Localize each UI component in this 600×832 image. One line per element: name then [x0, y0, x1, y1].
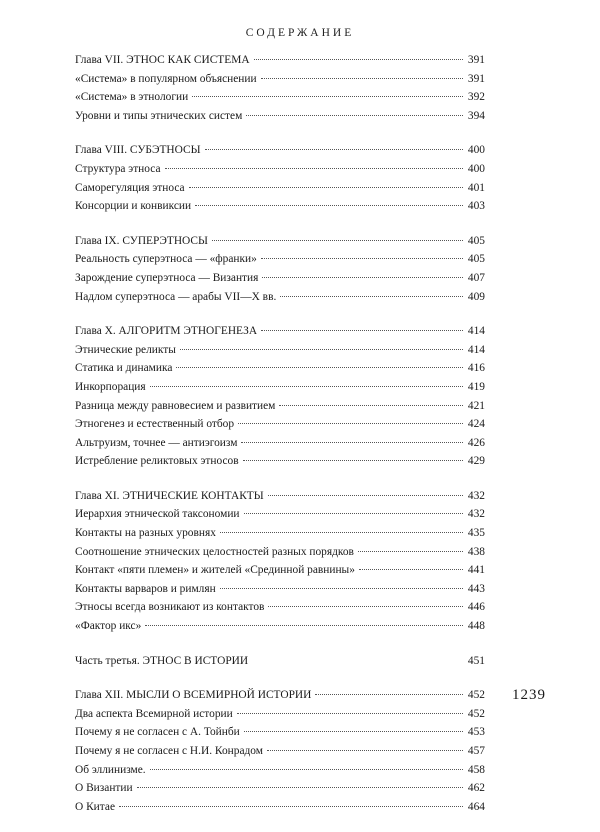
dot-leader [238, 423, 463, 424]
dot-leader [195, 205, 463, 206]
toc-entry-title: Зарождение суперэтноса — Византия [75, 271, 259, 284]
toc-page-number: 419 [467, 380, 485, 393]
dot-leader [358, 551, 463, 552]
toc-item-entry[interactable] [75, 598, 485, 617]
toc-item-entry[interactable] [75, 561, 485, 580]
toc-entry-title: Реальность суперэтноса — «франки» [75, 253, 257, 266]
toc-page-number: 446 [467, 601, 485, 614]
toc-item-entry[interactable] [75, 761, 485, 780]
toc-page-number: 401 [467, 181, 485, 194]
dot-leader [150, 769, 463, 770]
toc-page-number: 443 [467, 582, 485, 595]
toc-item-entry[interactable] [75, 742, 485, 761]
toc-item-entry[interactable] [75, 452, 485, 471]
dot-leader [267, 750, 463, 751]
toc-entry-title: «Фактор икс» [75, 620, 142, 633]
toc-entry-title: Инкорпорация [75, 380, 146, 393]
dot-leader [244, 513, 463, 514]
toc-entry-title: Глава VIII. СУБЭТНОСЫ [75, 144, 201, 157]
toc-chapter-entry[interactable] [75, 322, 485, 341]
toc-page-number: 426 [467, 436, 485, 449]
toc-page-number: 429 [467, 455, 485, 468]
toc-entry-title: Этносы всегда возникают из контактов [75, 601, 265, 614]
toc-entry-title: Этногенез и естественный отбор [75, 418, 235, 431]
toc-page-number: 409 [467, 290, 485, 303]
toc-item-entry[interactable] [75, 524, 485, 543]
toc-page-number: 414 [467, 343, 485, 356]
table-of-contents [75, 51, 485, 832]
toc-entry-title: Структура этноса [75, 162, 161, 175]
toc-entry-title: Надлом суперэтноса — арабы VII—X вв. [75, 290, 277, 303]
toc-item-entry[interactable] [75, 70, 485, 89]
toc-entry-title: О Византии [75, 782, 133, 795]
toc-item-entry[interactable] [75, 434, 485, 453]
toc-item-entry[interactable] [75, 288, 485, 307]
toc-section-chapter-11 [75, 487, 485, 636]
toc-entry-title: Консорции и конвиксии [75, 200, 192, 213]
toc-section-chapter-9 [75, 232, 485, 306]
dot-leader [220, 588, 463, 589]
toc-item-entry[interactable] [75, 179, 485, 198]
toc-entry-title: Этнические реликты [75, 343, 176, 356]
toc-page-number: 448 [467, 620, 485, 633]
toc-entry-title: Альтруизм, точнее — антиэгоизм [75, 436, 238, 449]
toc-item-entry[interactable] [75, 705, 485, 724]
toc-page-number: 403 [467, 200, 485, 213]
dot-leader [261, 258, 463, 259]
toc-item-entry[interactable] [75, 397, 485, 416]
toc-item-entry[interactable] [75, 779, 485, 798]
dot-leader [137, 787, 463, 788]
toc-page-number: 451 [467, 654, 485, 667]
toc-page-number: 414 [467, 325, 485, 338]
page-number-folio: 1239 [512, 687, 546, 703]
toc-chapter-entry[interactable] [75, 487, 485, 506]
toc-item-entry[interactable] [75, 505, 485, 524]
toc-entry-title: Глава IX. СУПЕРЭТНОСЫ [75, 234, 208, 247]
toc-entry-title: Иерархия этнической таксономии [75, 508, 240, 521]
toc-page-number: 400 [467, 162, 485, 175]
toc-page-number: 394 [467, 109, 485, 122]
toc-page-number: 405 [467, 234, 485, 247]
toc-page-number: 421 [467, 399, 485, 412]
toc-item-entry[interactable] [75, 580, 485, 599]
dot-leader [243, 460, 463, 461]
toc-page-number: 453 [467, 726, 485, 739]
toc-entry-title: Глава X. АЛГОРИТМ ЭТНОГЕНЕЗА [75, 325, 258, 338]
dot-leader [254, 59, 463, 60]
toc-item-entry[interactable] [75, 543, 485, 562]
toc-page-number: 392 [467, 91, 485, 104]
toc-item-entry[interactable] [75, 415, 485, 434]
dot-leader [279, 405, 463, 406]
toc-page-number: 407 [467, 271, 485, 284]
toc-page-number: 438 [467, 545, 485, 558]
toc-item-entry[interactable] [75, 250, 485, 269]
toc-section-chapter-7 [75, 51, 485, 125]
dot-leader [237, 713, 463, 714]
dot-leader [189, 187, 463, 188]
toc-section-chapter-10 [75, 322, 485, 471]
toc-section-part-3 [75, 652, 485, 671]
toc-page-number: 424 [467, 418, 485, 431]
dot-leader [268, 606, 463, 607]
dot-leader [220, 532, 463, 533]
dot-leader [280, 296, 463, 297]
toc-entry-title: Часть третья. ЭТНОС В ИСТОРИИ [75, 654, 249, 667]
dot-leader [176, 367, 463, 368]
dot-leader [241, 442, 463, 443]
dot-leader [246, 115, 463, 116]
toc-item-entry[interactable] [75, 197, 485, 216]
dot-leader [165, 168, 463, 169]
toc-entry-title: Уровни и типы этнических систем [75, 109, 243, 122]
toc-item-entry[interactable] [75, 617, 485, 636]
toc-page-number: 452 [467, 707, 485, 720]
toc-page-number: 432 [467, 508, 485, 521]
dot-leader [150, 386, 463, 387]
toc-entry-title: Саморегуляция этноса [75, 181, 185, 194]
toc-chapter-entry[interactable] [75, 51, 485, 70]
toc-item-entry[interactable] [75, 378, 485, 397]
dot-leader [119, 806, 463, 807]
toc-part-entry[interactable] [75, 652, 485, 671]
toc-entry-title: Контакты на разных уровнях [75, 527, 216, 540]
toc-entry-title: Соотношение этнических целостностей разных порядков [75, 545, 354, 558]
page-title: СОДЕРЖАНИЕ [245, 27, 355, 39]
toc-item-entry[interactable] [75, 269, 485, 288]
dot-leader [244, 731, 463, 732]
dot-leader [359, 569, 463, 570]
toc-page-number: 458 [467, 763, 485, 776]
toc-item-entry[interactable] [75, 107, 485, 126]
dot-leader [262, 277, 463, 278]
toc-entry-title: Контакты варваров и римлян [75, 582, 216, 595]
toc-entry-title: Глава XI. ЭТНИЧЕСКИЕ КОНТАКТЫ [75, 489, 264, 502]
toc-entry-title: Два аспекта Всемирной истории [75, 707, 233, 720]
dot-leader [261, 78, 463, 79]
dot-leader [180, 349, 463, 350]
toc-item-entry[interactable] [75, 341, 485, 360]
dot-leader [261, 330, 463, 331]
toc-section-chapter-8 [75, 141, 485, 215]
dot-leader [145, 625, 463, 626]
toc-page-number: 391 [467, 54, 485, 66]
toc-entry-title: Глава XII. МЫСЛИ О ВСЕМИРНОЙ ИСТОРИИ [75, 689, 312, 702]
dot-leader [212, 240, 463, 241]
toc-entry-title: Почему я не согласен с Н.И. Конрадом [75, 745, 263, 757]
dot-leader [192, 96, 463, 97]
toc-section-chapter-12 [75, 686, 485, 816]
dot-leader [205, 149, 463, 150]
toc-item-entry[interactable] [75, 798, 485, 817]
toc-item-entry[interactable] [75, 723, 485, 742]
toc-chapter-entry[interactable] [75, 141, 485, 160]
toc-entry-title: Истребление реликтовых этносов [75, 455, 239, 468]
toc-entry-title: «Система» в популярном объяснении [75, 72, 257, 85]
toc-page-number: 416 [467, 362, 485, 375]
toc-entry-title: Почему я не согласен с А. Тойнби [75, 726, 240, 739]
toc-item-entry[interactable] [75, 88, 485, 107]
toc-item-entry[interactable] [75, 359, 485, 378]
toc-item-entry[interactable] [75, 160, 485, 179]
toc-page-number: 464 [467, 800, 485, 813]
toc-chapter-entry[interactable] [75, 232, 485, 251]
toc-page-number: 435 [467, 527, 485, 540]
toc-entry-title: Глава VII. ЭТНОС КАК СИСТЕМА [75, 54, 250, 66]
toc-page-number: 462 [467, 782, 485, 795]
toc-page-number: 405 [467, 253, 485, 266]
toc-entry-title: Об эллинизме. [75, 763, 146, 776]
dot-leader [268, 495, 463, 496]
toc-page-number: 441 [467, 564, 485, 577]
toc-page-number: 400 [467, 144, 485, 157]
toc-entry-title: «Система» в этнологии [75, 91, 189, 104]
toc-page-number: 452 [467, 689, 485, 702]
toc-page-number: 457 [467, 745, 485, 757]
toc-entry-title: Контакт «пяти племен» и жителей «Срединной равнины» [75, 564, 355, 577]
toc-entry-title: Разница между равновесием и развитием [75, 399, 276, 412]
toc-page-number: 391 [467, 72, 485, 85]
toc-entry-title: О Китае [75, 800, 115, 813]
toc-entry-title: Статика и динамика [75, 362, 173, 375]
toc-page-number: 432 [467, 489, 485, 502]
